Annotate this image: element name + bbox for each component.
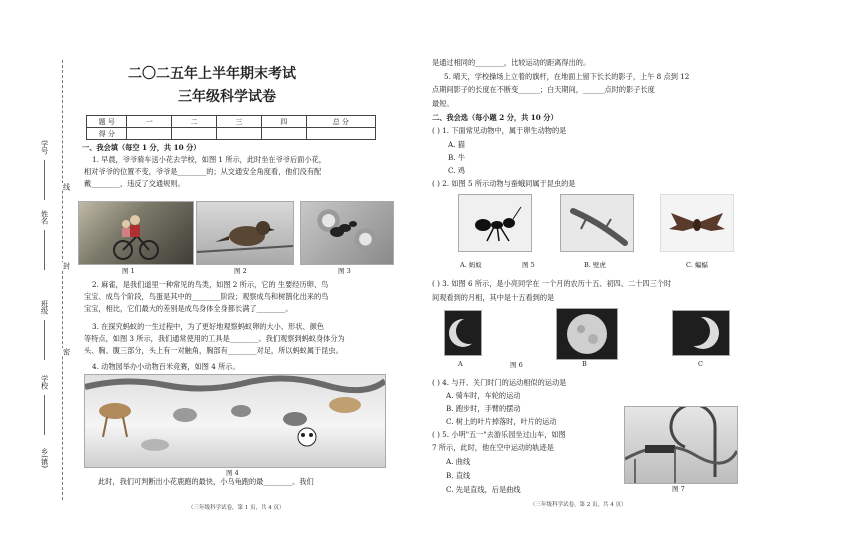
question-line: 1. 早晨，爷爷骑车送小花去学校，如图 1 所示，此时坐在爷爷后面小花， xyxy=(92,155,326,164)
figure2-photo xyxy=(196,201,294,265)
animal-race-illustration xyxy=(85,375,385,467)
question-line: 间观看到的月相，其中是十五看到的是 xyxy=(432,293,555,302)
question-line: 最短。 xyxy=(432,99,454,108)
figure-caption: 图 2 xyxy=(234,267,247,275)
question-line: 头、胸、腹三部分，头上有一对触角，胸部有________对足，所以蚂蚁属于昆虫。 xyxy=(84,346,343,355)
score-cell: 总 分 xyxy=(306,116,375,128)
question-line: 5. 晴天，学校操场上立着的旗杆，在地面上留下长长的影子，上午 8 点到 12 xyxy=(444,72,690,81)
question-line: 等特点，如图 3 所示，我们通常使用的工具是________。我们观察到蚂蚁身体分为 xyxy=(84,334,345,343)
sparrow-illustration xyxy=(197,202,293,264)
binding-line xyxy=(62,60,63,500)
score-cell: 题 号 xyxy=(87,116,127,128)
figure-caption: C xyxy=(698,360,703,368)
figure-caption: B. 壁虎 xyxy=(584,261,606,269)
option-line: C. 先是直线，后是曲线 xyxy=(446,485,521,494)
binding-blank xyxy=(44,160,45,200)
roller-coaster-illustration xyxy=(625,407,737,483)
question-line: 4. 动物园举办小动物百米竞赛，如图 4 所示。 xyxy=(92,362,240,371)
figure-caption: C. 蝙蝠 xyxy=(686,261,708,269)
gecko-illustration xyxy=(561,195,633,251)
section-heading: 二、我会选（每小题 2 分，共 10 分） xyxy=(432,113,558,122)
ant-illustration xyxy=(459,195,531,251)
question-line: 7 所示，此时，他在空中运动的轨迹是 xyxy=(432,443,554,452)
binding-label-class: 班级 xyxy=(40,300,50,315)
bat-illustration xyxy=(661,195,733,251)
section-heading: 一、我会填（每空 1 分，共 10 分） xyxy=(82,143,201,152)
score-cell xyxy=(217,128,262,140)
figure5-gecko xyxy=(560,194,634,252)
figure6-moon-b xyxy=(556,308,618,360)
score-cell: 二 xyxy=(172,116,217,128)
binding-mark-line: 线 xyxy=(62,183,72,191)
exam-title: 二〇二五年上半年期末考试 xyxy=(128,66,296,82)
binding-blank xyxy=(44,395,45,435)
option-line: A. 骑车时，车轮的运动 xyxy=(446,391,521,400)
score-cell xyxy=(261,128,306,140)
question-line: 宝宝，相比，它们最大的差别是成鸟身体全身都长满了________。 xyxy=(84,304,293,313)
question-line: ( ) 1. 下面常见动物中，属于卵生动物的是 xyxy=(432,126,567,135)
question-line: ( ) 2. 如图 5 所示动物与蚕蛾同属于昆虫的是 xyxy=(432,179,576,188)
binding-label-name: 姓名 xyxy=(40,210,50,225)
score-cell xyxy=(172,128,217,140)
option-line: C. 树上的叶片掉落时，叶片的运动 xyxy=(446,417,557,426)
figure-caption: B xyxy=(582,360,587,368)
figure5-ant xyxy=(458,194,532,252)
option-line: C. 鸡 xyxy=(448,166,465,175)
figure-caption: A. 蚂蚁 xyxy=(460,261,482,269)
figure3-photo xyxy=(300,201,394,265)
figure-caption: 图 7 xyxy=(672,485,685,493)
question-line: 此时，我们可判断出小花鹿跑的最快，小乌龟跑的最________。我们 xyxy=(98,477,314,486)
score-cell: 得 分 xyxy=(87,128,127,140)
table-row xyxy=(87,128,376,140)
option-line: A. 曲线 xyxy=(446,457,471,466)
figure-caption: 图 6 xyxy=(510,361,523,369)
question-line: ( ) 3. 如图 6 所示，是小亮同学在 一个月的农历十五、初四、二十四三个时 xyxy=(432,279,672,288)
question-line: ( ) 4. 与开、关门时门的运动相似的运动是 xyxy=(432,378,567,387)
question-line: 相对爷爷的位置不变，爷爷是________的；从交通安全角度看，他们没有配 xyxy=(84,167,322,176)
full-moon-icon xyxy=(557,309,617,359)
figure-caption: 图 3 xyxy=(338,267,351,275)
figure-caption: 图 1 xyxy=(122,267,135,275)
question-line: 是通过相同的________，比较运动的距离得出的。 xyxy=(432,58,591,67)
figure7-photo xyxy=(624,406,738,484)
crescent-moon-icon xyxy=(673,311,729,355)
binding-label-town: 乡(镇) xyxy=(40,448,50,469)
figure-caption: 图 4 xyxy=(226,469,239,477)
score-cell xyxy=(306,128,375,140)
figure1-photo xyxy=(78,201,194,265)
exam-subtitle: 三年级科学试卷 xyxy=(178,89,276,105)
table-row xyxy=(87,116,376,128)
binding-blank xyxy=(44,320,45,360)
question-line: 宝宝、成鸟个阶段，鸟蛋是其中的________阶段；观察成鸟和树鹊化出来的鸟 xyxy=(84,292,329,301)
binding-label-id: 学号 xyxy=(40,140,50,155)
binding-mark-secret: 密 xyxy=(62,348,72,356)
question-line: ( ) 5. 小明"五一"去游乐园坐过山车，如图 xyxy=(432,430,566,439)
question-line: 2. 麻雀，是我们道里一种常见的鸟类，如图 2 所示，它的 生要经历卵、鸟 xyxy=(92,280,329,289)
score-cell: 三 xyxy=(217,116,262,128)
option-line: B. 跑步时，手臂的摆动 xyxy=(446,404,521,413)
score-cell: 四 xyxy=(261,116,306,128)
figure4-photo xyxy=(84,374,386,468)
page-footer: （三年级科学试卷，第 2 页，共 4 页） xyxy=(530,502,627,508)
binding-blank xyxy=(44,230,45,270)
figure-caption: 图 5 xyxy=(522,261,535,269)
option-line: B. 牛 xyxy=(448,153,466,162)
score-table xyxy=(86,115,376,140)
question-line: 3. 在探究蚂蚁的一生过程中，为了更好地观察蚂蚁卵的大小、形状、颜色 xyxy=(92,322,324,331)
option-line: A. 猫 xyxy=(448,140,465,149)
page-footer: （三年级科学试卷，第 1 页，共 4 页） xyxy=(188,505,285,511)
binding-mark-seal: 封 xyxy=(62,262,72,270)
question-line: 点期间影子的长度在不断变______；白天期间，______点时的影子长度 xyxy=(432,85,655,94)
option-line: B. 直线 xyxy=(446,471,471,480)
crescent-moon-icon xyxy=(445,311,481,355)
figure5-bat xyxy=(660,194,734,252)
score-cell: 一 xyxy=(127,116,172,128)
figure-caption: A xyxy=(458,360,463,368)
question-line: 戴________，违反了交通规则。 xyxy=(84,179,185,188)
figure6-moon-c xyxy=(672,310,730,356)
cyclist-illustration xyxy=(79,202,193,264)
ant-eggs-illustration xyxy=(301,202,393,264)
score-cell xyxy=(127,128,172,140)
binding-label-school: 学校 xyxy=(40,375,50,390)
figure6-moon-a xyxy=(444,310,482,356)
